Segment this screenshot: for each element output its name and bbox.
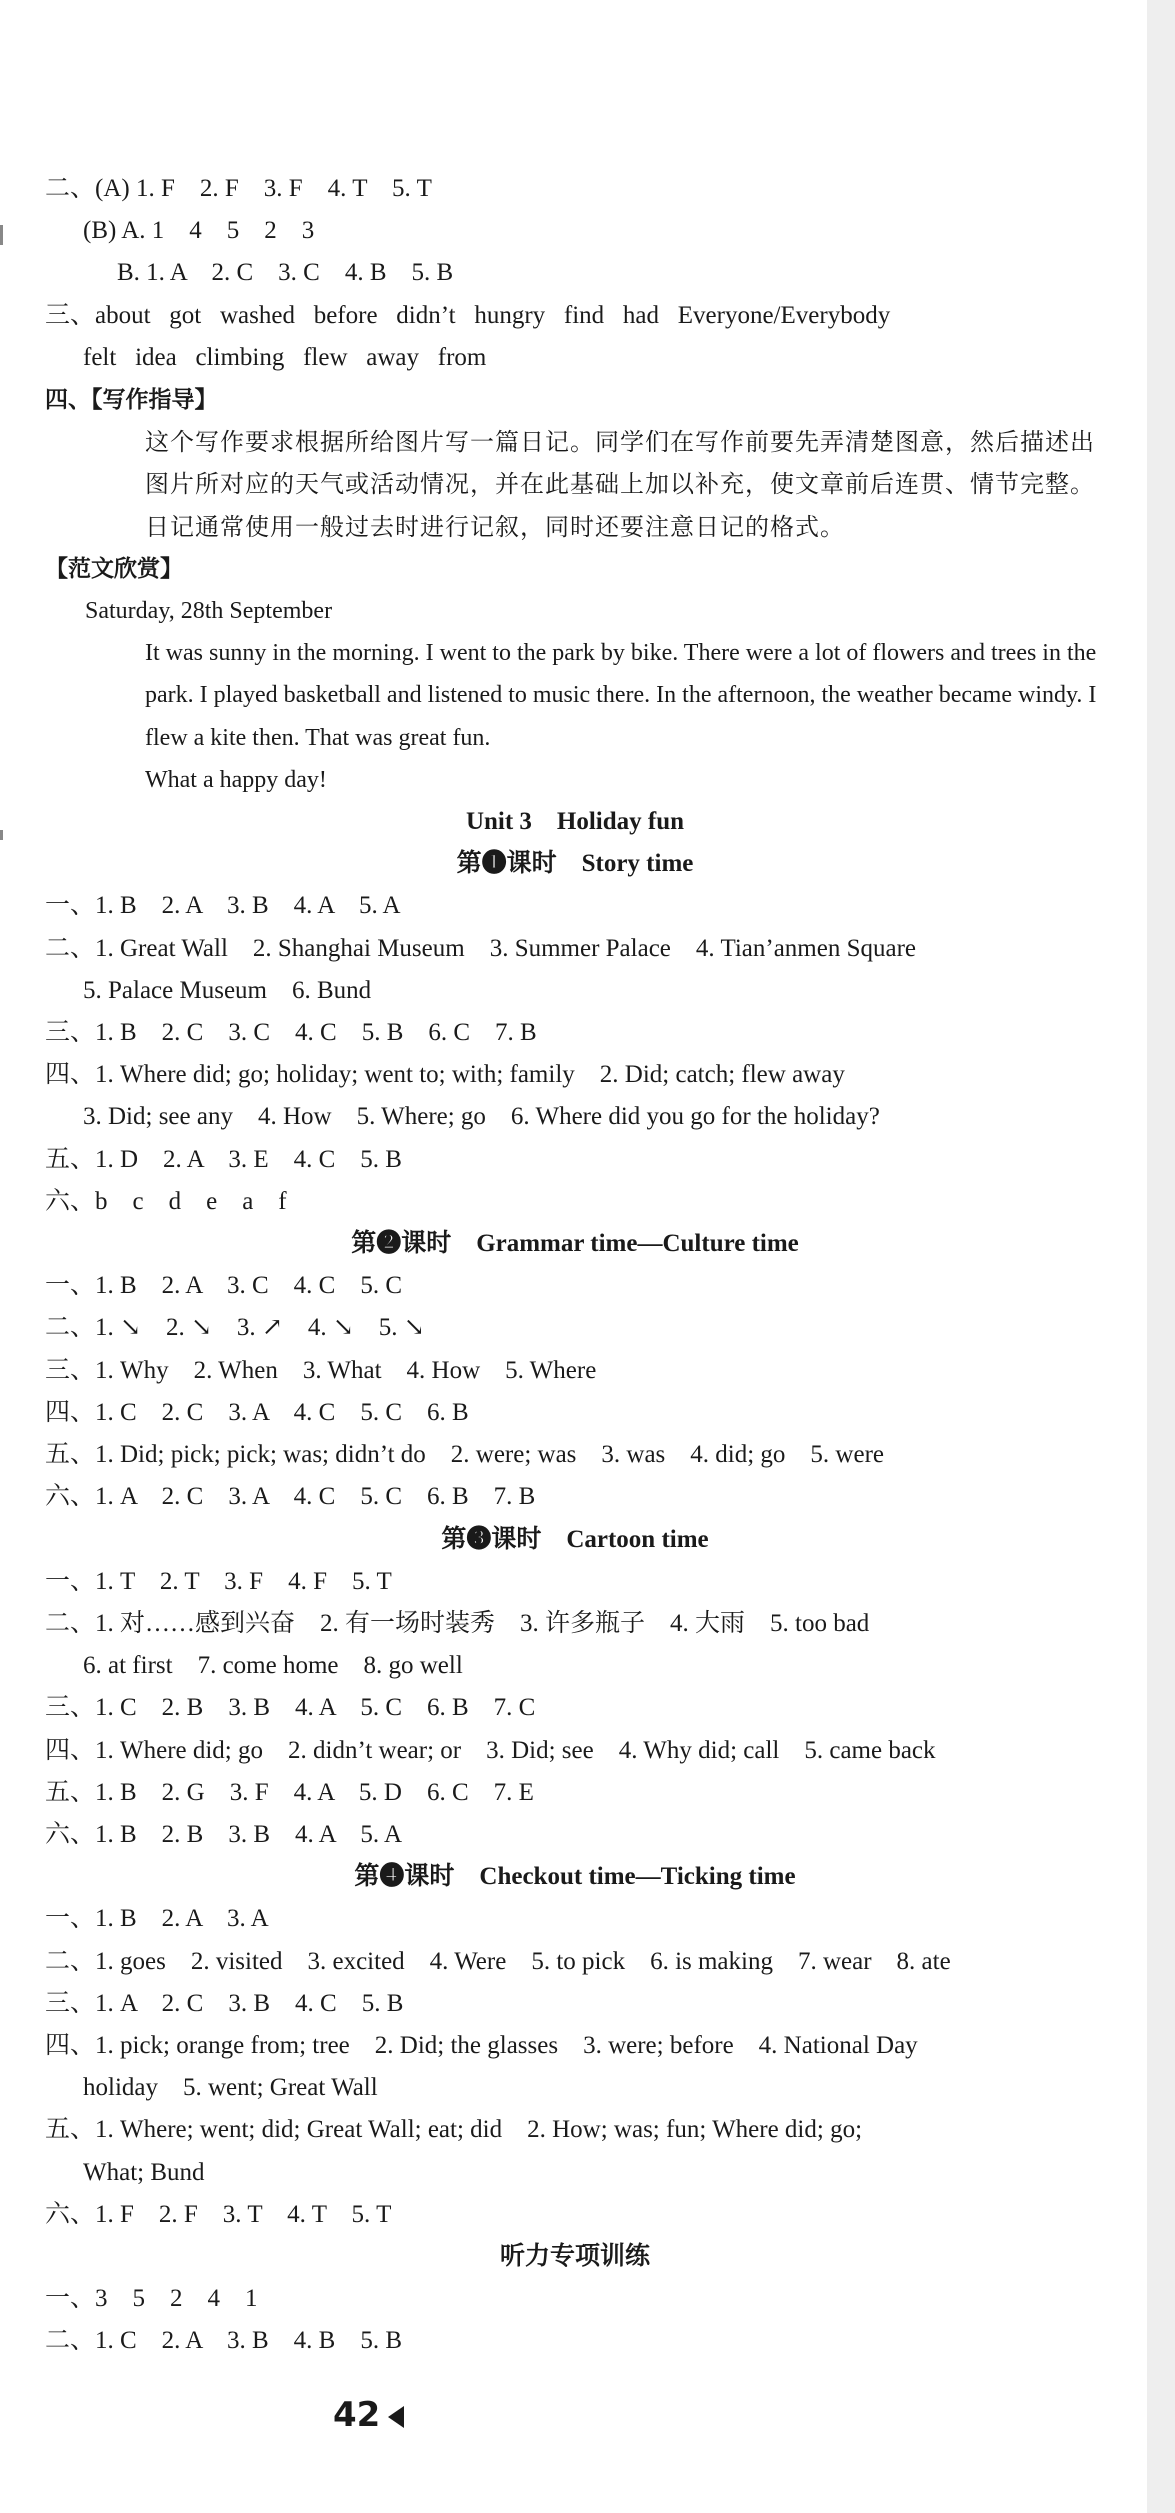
answer-line: 六、b c d e a f xyxy=(45,1187,287,1215)
answer-line: 四、1. Where did; go 2. didn’t wear; or 3. Did; see 4. Why did; call 5. came back xyxy=(45,1736,936,1764)
unit-title: Unit 3 Holiday fun xyxy=(465,808,685,836)
answer-line: 一、1. B 2. A 3. C 4. C 5. C xyxy=(45,1272,402,1300)
answer-line: 三、1. B 2. C 3. C 4. C 5. B 6. C 7. B xyxy=(45,1019,537,1047)
margin-mark xyxy=(0,225,3,245)
diary-body: It was sunny in the morning. I went to the park by bike. There were a lot of flowers and trees in the park. I played basketball and listened to music there. In the afternoon, the weather became windy. I flew a kite then. That was great fun. xyxy=(145,640,1097,751)
diary-date: Saturday, 28th September xyxy=(85,598,333,625)
answer-line: 二、1. C 2. A 3. B 4. B 5. B xyxy=(45,2327,402,2355)
answer-line: 二、1. ↘ 2. ↘ 3. ↗ 4. ↘ 5. ↘ xyxy=(45,1314,425,1342)
answer-line: felt idea climbing flew away from xyxy=(83,343,487,371)
answer-line: 五、1. Where; went; did; Great Wall; eat; did 2. How; was; fun; Where did; go; xyxy=(45,2116,863,2144)
answer-line: 一、1. B 2. A 3. B 4. A 5. A xyxy=(45,892,401,920)
answer-line: 3. Did; see any 4. How 5. Where; go 6. Where did you go for the holiday? xyxy=(83,1103,880,1131)
answer-line: 六、1. A 2. C 3. A 4. C 5. C 6. B 7. B xyxy=(45,1483,536,1511)
page-number xyxy=(333,2395,404,2435)
answer-line: 三、1. C 2. B 3. B 4. A 5. C 6. B 7. C xyxy=(45,1694,536,1722)
lesson-title: 第❶课时 Story time xyxy=(456,850,694,878)
lesson-title: 第❸课时 Cartoon time xyxy=(441,1525,709,1553)
answer-line: 六、1. B 2. B 3. B 4. A 5. A xyxy=(45,1820,402,1848)
answer-line: 三、about got washed before didn’t hungry find had Everyone/Everybody xyxy=(45,301,891,329)
lesson-title: 第❷课时 Grammar time—Culture time xyxy=(351,1230,799,1258)
page-edge xyxy=(1147,0,1175,2513)
answer-line: 五、1. B 2. G 3. F 4. A 5. D 6. C 7. E xyxy=(45,1778,534,1806)
answer-line: 五、1. D 2. A 3. E 4. C 5. B xyxy=(45,1145,402,1173)
answer-line: 四、1. pick; orange from; tree 2. Did; the glasses 3. were; before 4. National Day xyxy=(45,2031,918,2059)
answer-line: 二、1. 对……感到兴奋 2. 有一场时装秀 3. 许多瓶子 4. 大雨 5. too bad xyxy=(45,1609,870,1637)
answer-line: 五、1. Did; pick; pick; was; didn’t do 2. were; was 3. was 4. did; go 5. were xyxy=(45,1441,885,1469)
answer-line: 5. Palace Museum 6. Bund xyxy=(83,976,372,1004)
writing-guidance: 这个写作要求根据所给图片写一篇日记。同学们在写作前要先弄清楚图意，然后描述出图片所对应的天气或活动情况，并在此基础上加以补充，使文章前后连贯、情节完整。日记通常使用一般过去时进行记叙，同时还要注意日记的格式。 xyxy=(145,428,1095,541)
section-heading: 四、【写作指导】 xyxy=(45,387,218,414)
listening-title: 听力专项训练 xyxy=(499,2242,650,2270)
answer-line: 四、1. C 2. C 3. A 4. C 5. C 6. B xyxy=(45,1398,469,1426)
diary-closing: What a happy day! xyxy=(145,766,327,793)
margin-mark xyxy=(0,830,3,840)
answer-line: 三、1. Why 2. When 3. What 4. How 5. Where xyxy=(45,1356,597,1384)
answer-line: 三、1. A 2. C 3. B 4. C 5. B xyxy=(45,1989,404,2017)
answer-line: 二、1. goes 2. visited 3. excited 4. Were 5. to pick 6. is making 7. wear 8. ate xyxy=(45,1947,951,1975)
answer-line: 二、(A) 1. F 2. F 3. F 4. T 5. T xyxy=(45,175,432,202)
page-number-text: 42 xyxy=(333,2395,381,2435)
answer-line: 一、1. T 2. T 3. F 4. F 5. T xyxy=(45,1567,392,1595)
answer-line: What; Bund xyxy=(83,2158,205,2186)
answer-line: 四、1. Where did; go; holiday; went to; with; family 2. Did; catch; flew away xyxy=(45,1061,845,1089)
left-arrow-icon xyxy=(388,2406,404,2428)
answer-line: 一、1. B 2. A 3. A xyxy=(45,1905,269,1933)
answer-line: 6. at first 7. come home 8. go well xyxy=(83,1652,463,1680)
answer-line: B. 1. A 2. C 3. C 4. B 5. B xyxy=(117,259,454,287)
answer-line: holiday 5. went; Great Wall xyxy=(83,2074,378,2102)
answer-line: 六、1. F 2. F 3. T 4. T 5. T xyxy=(45,2200,392,2228)
answer-content xyxy=(45,168,1105,2363)
answer-line: 一、3 5 2 4 1 xyxy=(45,2285,258,2313)
answer-line: 二、1. Great Wall 2. Shanghai Museum 3. Summer Palace 4. Tian’anmen Square xyxy=(45,934,917,962)
sample-heading: 【范文欣赏】 xyxy=(45,555,183,582)
answer-line: (B) A. 1 4 5 2 3 xyxy=(83,217,315,245)
lesson-title: 第❹课时 Checkout time—Ticking time xyxy=(354,1863,796,1891)
